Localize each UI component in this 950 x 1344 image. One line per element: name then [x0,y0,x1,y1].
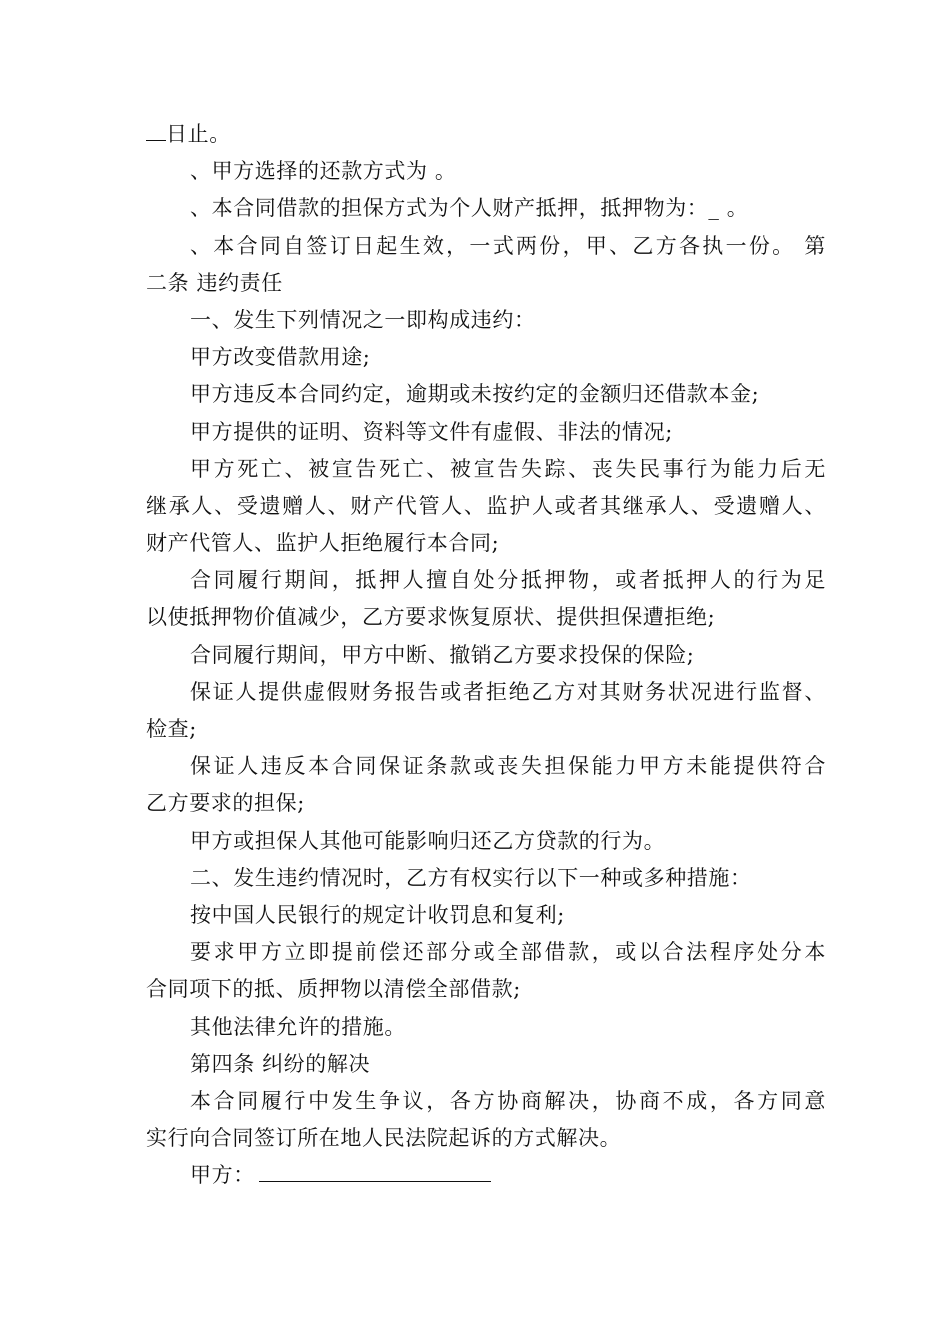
text-line: 、甲方选择的还款方式为 。 [190,159,457,184]
text-line: 要求甲方立即提前偿还部分或全部借款，或以合法程序处分本 [190,940,826,965]
signature-line [146,1157,826,1194]
text-line: 实行向合同签订所在地人民法院起诉的方式解决。 [146,1126,622,1151]
text-line: 甲方违反本合同约定，逾期或未按约定的金额归还借款本金; [190,382,760,407]
text-line: 本合同履行中发生争议，各方协商解决，协商不成，各方同意 [190,1088,826,1113]
text-line: 继承人、受遗赠人、财产代管人、监护人或者其继承人、受遗赠人、 [146,493,826,518]
text-line: 日止。 [146,116,826,153]
text-line: 其他法律允许的措施。 [190,1014,406,1039]
text-line: 检查; [146,717,197,741]
text-line: 以使抵押物价值减少，乙方要求恢复原状、提供担保遭拒绝; [146,605,716,630]
text-line: 财产代管人、监护人拒绝履行本合同; [146,531,500,556]
text-line: 合同履行期间，甲方中断、撤销乙方要求投保的保险; [190,642,695,667]
text-line: 甲方死亡、被宣告死亡、被宣告失踪、丧失民事行为能力后无 [190,456,826,481]
section-heading: 第四条 纠纷的解决 [190,1051,371,1076]
party-a-label: 甲方： [190,1163,255,1188]
text-line: 按中国人民银行的规定计收罚息和复利; [190,902,565,927]
section-heading: 二条 违约责任 [146,270,283,295]
text-line: 保证人提供虚假财务报告或者拒绝乙方对其财务状况进行监督、 [190,679,826,704]
contract-text [146,116,826,1194]
text-line: 一、发生下列情况之一即构成违约： [190,307,536,332]
text-line: 甲方提供的证明、资料等文件有虚假、非法的情况; [190,419,673,444]
text-line: 甲方或担保人其他可能影响归还乙方贷款的行为。 [190,828,666,853]
signature-blank [259,1163,491,1182]
text-line: 合同项下的抵、质押物以清偿全部借款; [146,977,521,1002]
text-line: 二、发生违约情况时，乙方有权实行以下一种或多种措施： [190,865,752,890]
text-line: 保证人违反本合同保证条款或丧失担保能力甲方未能提供符合 [190,754,826,779]
text-line: 、本合同自签订日起生效，一式两份，甲、乙方各执一份。 第 [190,233,826,258]
text-line: 合同履行期间，抵押人擅自处分抵押物，或者抵押人的行为足 [190,568,826,593]
text-line: 、本合同借款的担保方式为个人财产抵押，抵押物为：_ 。 [190,196,749,221]
fill-blank [146,122,166,141]
text-line: 甲方改变借款用途; [190,345,371,370]
text-line: 乙方要求的担保; [146,791,305,816]
